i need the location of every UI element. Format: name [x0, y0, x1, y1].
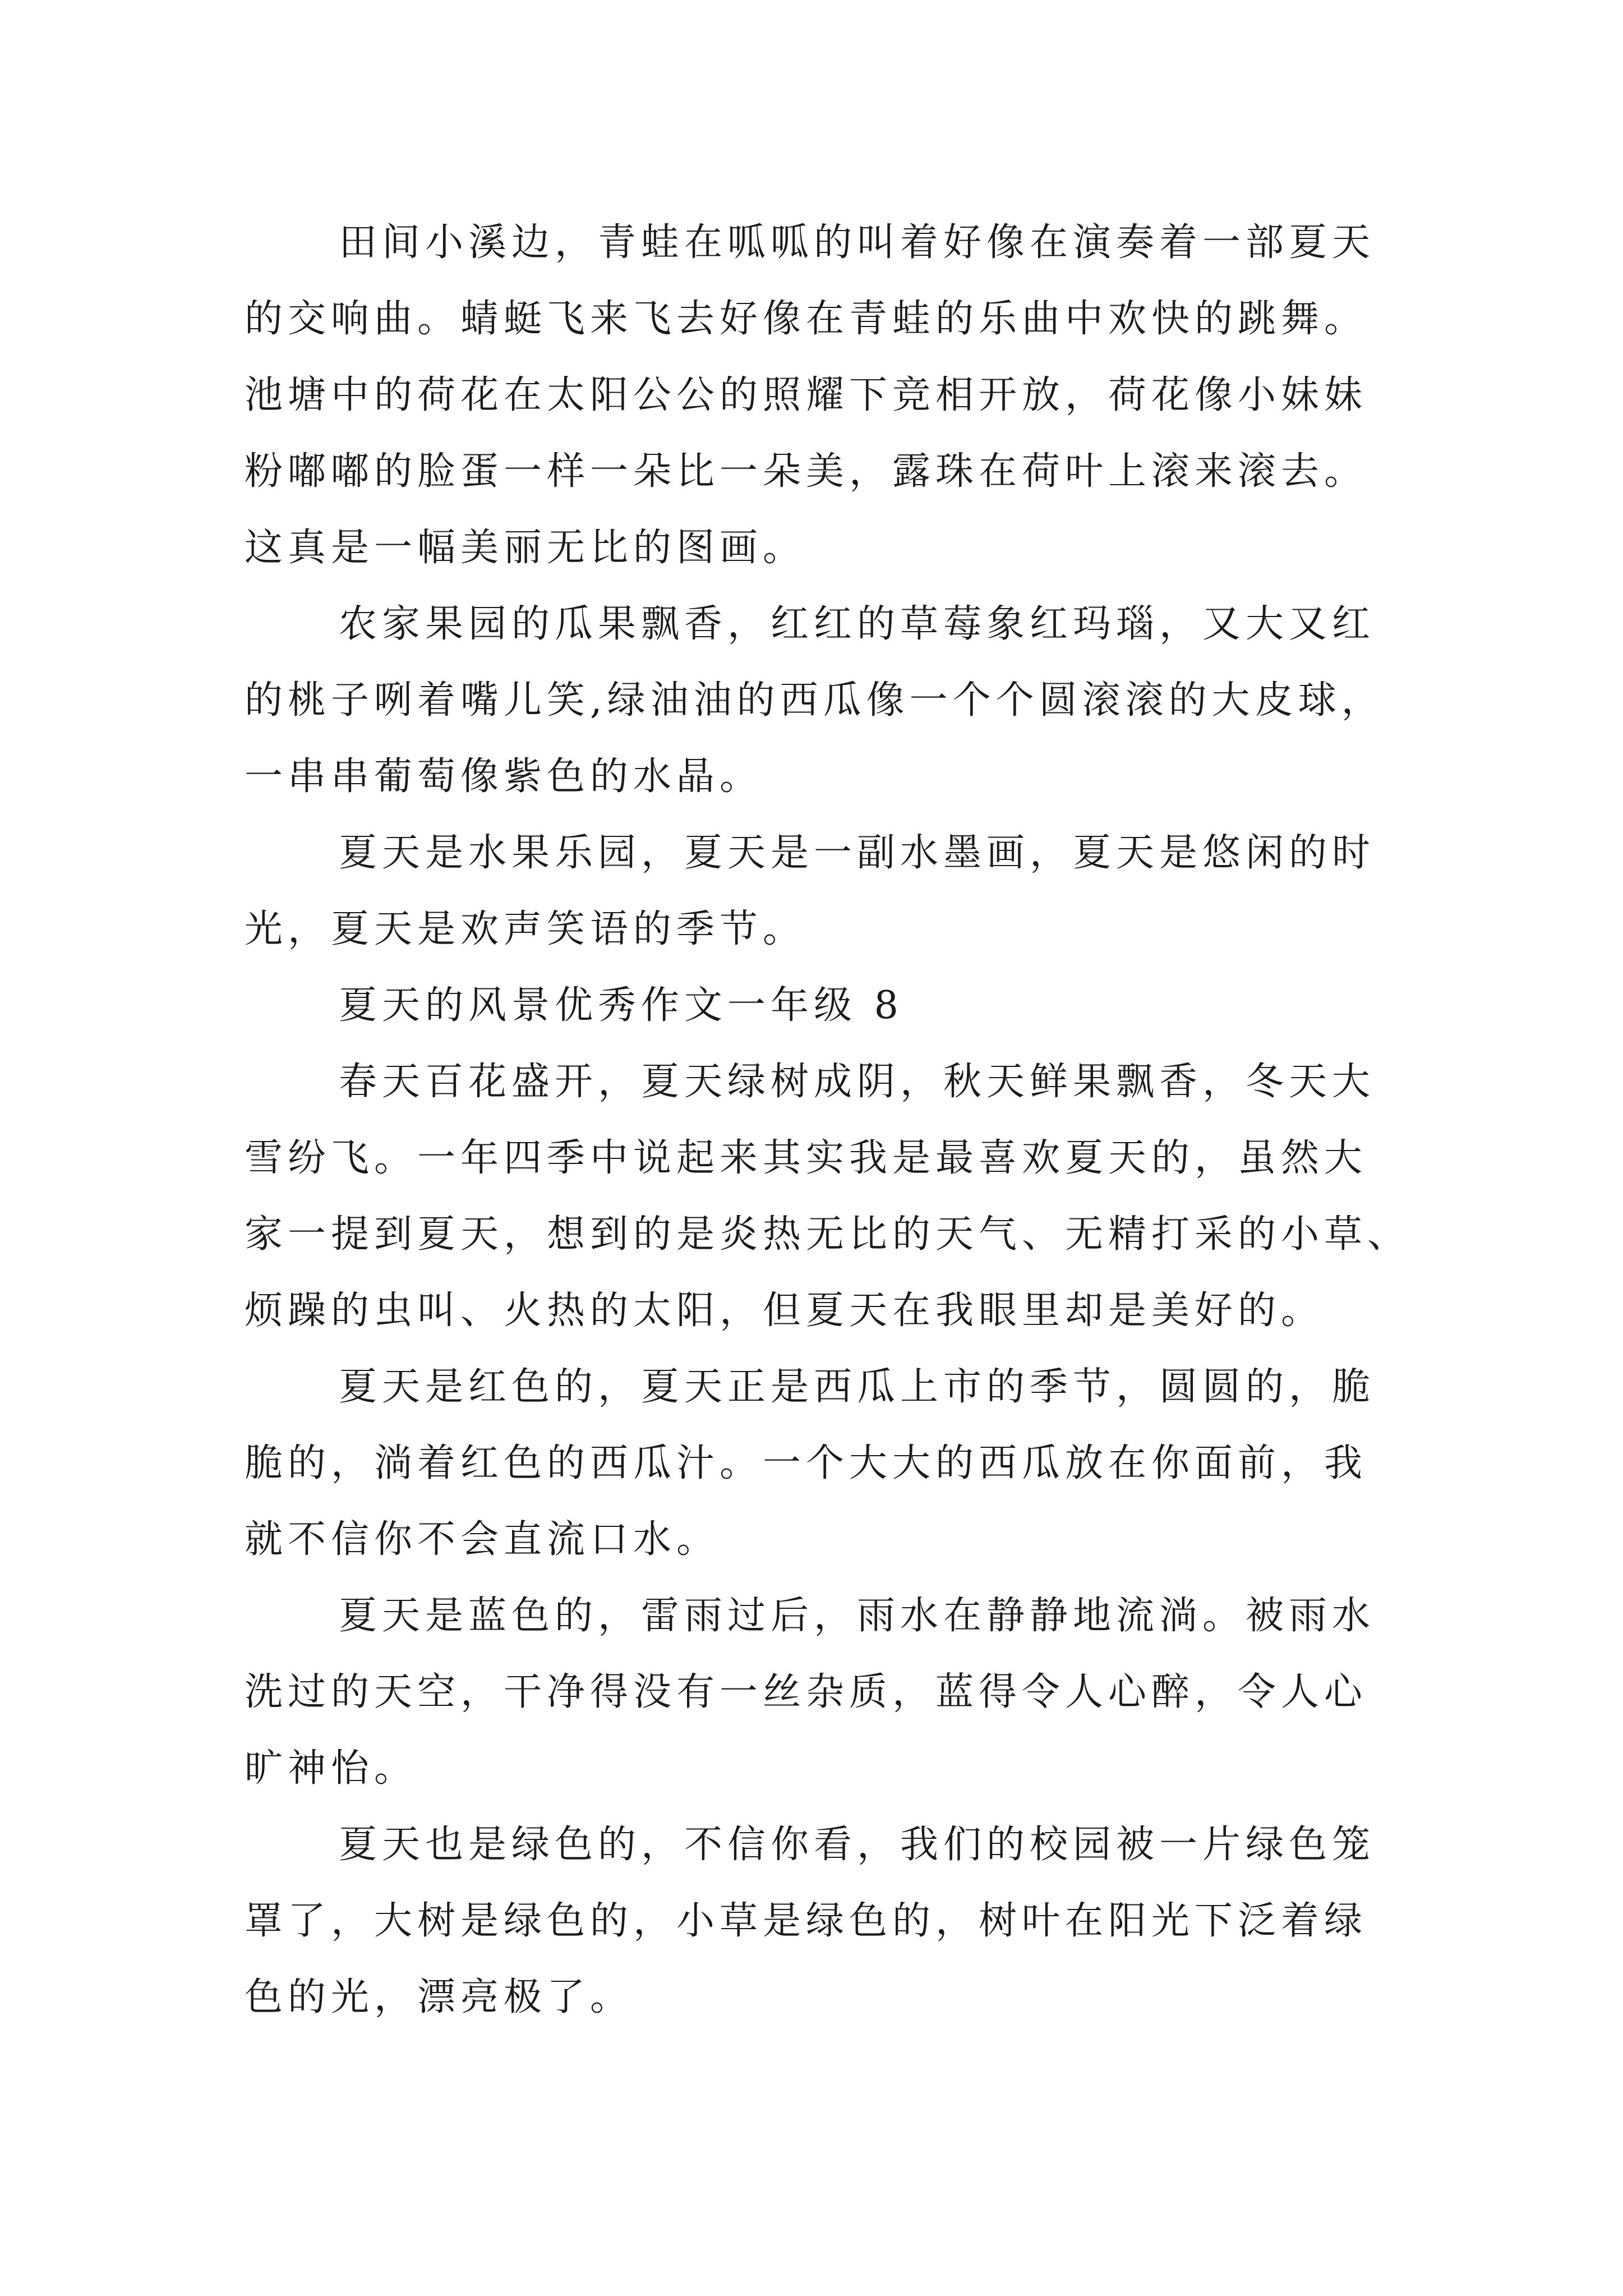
- text-line: 就不信你不会直流口水。: [245, 1517, 720, 1562]
- text-line: 农家果园的瓜果飘香，红红的草莓象红玛瑙，又大又红: [339, 602, 1376, 646]
- text-line: 的桃子咧着嘴儿笑,绿油油的西瓜像一个个圆滚滚的大皮球，: [245, 678, 1385, 723]
- text-line: 家一提到夏天，想到的是炎热无比的天气、无精打采的小草、: [245, 1212, 1411, 1257]
- text-line: 夏天是水果乐园，夏天是一副水墨画，夏天是悠闲的时: [339, 831, 1376, 875]
- text-line: 脆的，淌着红色的西瓜汁。一个大大的西瓜放在你面前，我: [245, 1441, 1368, 1485]
- text-line: 色的光，漂亮极了。: [245, 1975, 634, 2019]
- text-line: 池塘中的荷花在太阳公公的照耀下竞相开放，荷花像小妹妹: [245, 373, 1368, 417]
- text-line: 罩了，大树是绿色的，小草是绿色的，树叶在阳光下泛着绿: [245, 1899, 1368, 1943]
- text-line: 的交响曲。蜻蜓飞来飞去好像在青蛙的乐曲中欢快的跳舞。: [245, 297, 1368, 341]
- text-line: 夏天是蓝色的，雷雨过后，雨水在静静地流淌。被雨水: [339, 1594, 1376, 1638]
- text-line: 夏天也是绿色的，不信你看，我们的校园被一片绿色笼: [339, 1823, 1376, 1867]
- text-line: 春天百花盛开，夏天绿树成阴，秋天鲜果飘香，冬天大: [339, 1060, 1376, 1104]
- text-line: 雪纷飞。一年四季中说起来其实我是最喜欢夏天的，虽然大: [245, 1136, 1368, 1180]
- text-line: 洗过的天空，干净得没有一丝杂质，蓝得令人心醉，令人心: [245, 1670, 1368, 1714]
- text-line: 这真是一幅美丽无比的图画。: [245, 526, 806, 570]
- text-line: 田间小溪边，青蛙在呱呱的叫着好像在演奏着一部夏天: [339, 220, 1376, 265]
- text-line: 粉嘟嘟的脸蛋一样一朵比一朵美，露珠在荷叶上滚来滚去。: [245, 449, 1368, 494]
- text-line: 光，夏天是欢声笑语的季节。: [245, 907, 806, 951]
- section-heading: 夏天的风景优秀作文一年级 8: [339, 983, 903, 1028]
- text-line: 烦躁的虫叫、火热的太阳，但夏天在我眼里却是美好的。: [245, 1289, 1325, 1333]
- text-line: 旷神怡。: [245, 1746, 418, 1791]
- document-body: [245, 205, 1411, 2036]
- text-line: 夏天是红色的，夏天正是西瓜上市的季节，圆圆的，脆: [339, 1365, 1376, 1409]
- text-line: 一串串葡萄像紫色的水晶。: [245, 754, 763, 799]
